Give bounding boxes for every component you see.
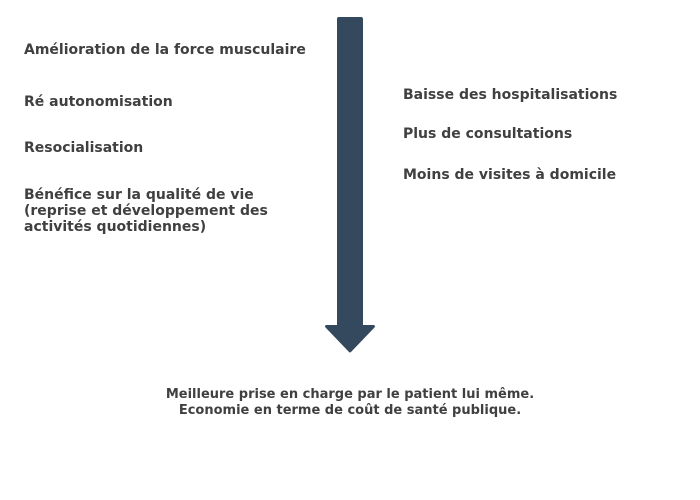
conclusion-line-1: Meilleure prise en charge par le patient lui même. bbox=[165, 387, 535, 402]
benefit-quality-line-2: (reprise et développement des bbox=[24, 203, 268, 219]
benefit-resocialization: Resocialisation bbox=[24, 140, 144, 156]
benefit-autonomy: Ré autonomisation bbox=[24, 94, 173, 110]
impact-fewer-home-visits: Moins de visites à domicile bbox=[403, 167, 617, 183]
conclusion-line-2: Economie en terme de coût de santé publique. bbox=[178, 403, 522, 418]
impact-more-consultations: Plus de consultations bbox=[403, 126, 573, 142]
benefit-quality-line-1: Bénéfice sur la qualité de vie bbox=[24, 187, 254, 203]
down-arrow-shape bbox=[325, 17, 375, 353]
down-arrow bbox=[320, 15, 380, 360]
benefit-muscle-strength: Amélioration de la force musculaire bbox=[24, 42, 306, 58]
benefit-quality-line-3: activités quotidiennes) bbox=[24, 219, 207, 235]
conclusion-block bbox=[0, 387, 700, 419]
benefit-quality-of-life bbox=[24, 187, 268, 235]
impact-fewer-hospitalizations: Baisse des hospitalisations bbox=[403, 87, 618, 103]
